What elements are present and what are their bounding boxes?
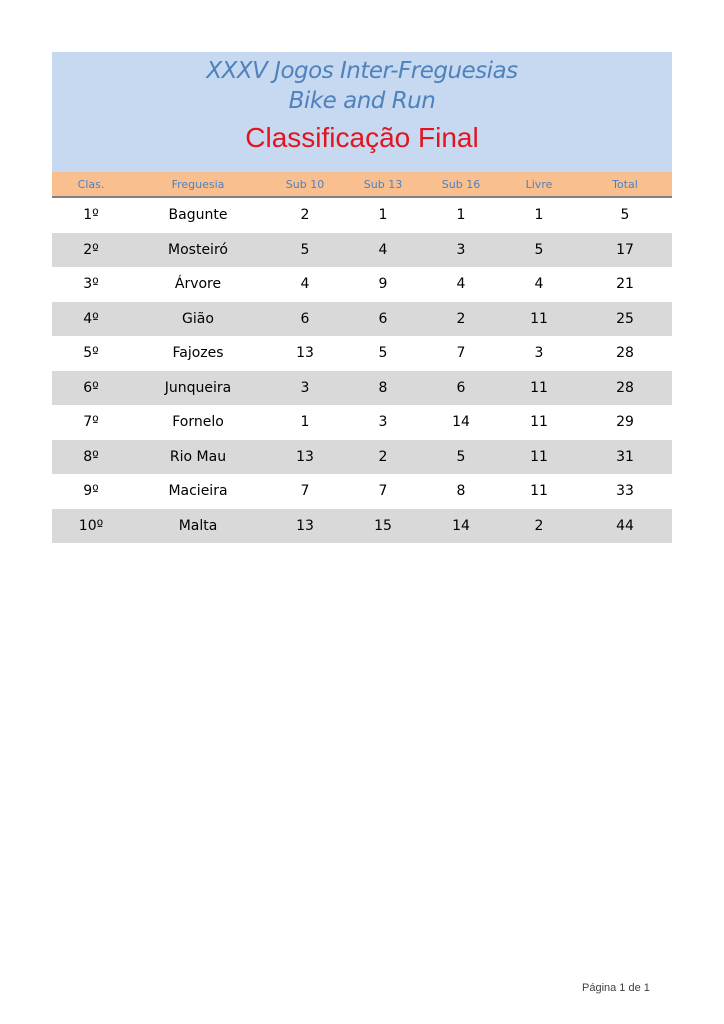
cell-freguesia: Junqueira [130,371,266,406]
cell-clas: 2º [52,233,130,268]
cell-total: 31 [578,440,672,475]
header-freguesia: Freguesia [130,172,266,197]
table-row [52,197,672,233]
header-livre: Livre [500,172,578,197]
cell-livre: 11 [500,440,578,475]
table-row [52,233,672,268]
event-subtitle: Bike and Run [288,88,436,114]
cell-sub10: 5 [266,233,344,268]
cell-sub16: 3 [422,233,500,268]
cell-sub10: 1 [300,414,310,431]
cell-total: 44 [578,509,672,544]
cell-livre: 11 [500,302,578,337]
cell-clas: 3º [83,276,99,293]
table-row [52,267,672,302]
cell-freguesia: Malta [130,509,266,544]
cell-clas: 1º [83,207,99,224]
header-sub13: Sub 13 [344,172,422,197]
cell-freguesia: Árvore [174,276,222,293]
table-row [52,474,672,509]
cell-total: 28 [578,371,672,406]
cell-total: 21 [616,276,634,293]
cell-sub13: 9 [378,276,388,293]
cell-freguesia: Gião [130,302,266,337]
cell-total: 29 [616,414,634,431]
cell-sub16: 6 [422,371,500,406]
cell-sub10: 7 [300,483,310,500]
cell-sub10: 13 [266,509,344,544]
cell-clas: 8º [52,440,130,475]
header-clas: Clas. [52,172,130,197]
table-row [52,336,672,371]
table-row [52,302,672,337]
classification-title: Classificação Final [245,122,479,153]
cell-freguesia: Fornelo [172,414,224,431]
cell-clas: 10º [52,509,130,544]
cell-sub16: 4 [456,276,466,293]
cell-clas: 5º [83,345,99,362]
cell-sub13: 1 [378,207,388,224]
cell-livre: 3 [534,345,544,362]
table-row [52,371,672,406]
cell-sub13: 7 [378,483,388,500]
cell-sub16: 8 [456,483,466,500]
cell-sub13: 3 [378,414,388,431]
cell-sub16: 14 [422,509,500,544]
page-number: Página 1 de 1 [582,982,650,994]
table-body [52,197,672,543]
cell-clas: 9º [83,483,99,500]
cell-total: 5 [620,207,630,224]
cell-sub16: 7 [456,345,466,362]
header-total: Total [578,172,672,197]
cell-livre: 5 [500,233,578,268]
cell-total: 25 [578,302,672,337]
cell-total: 33 [616,483,634,500]
table-row [52,405,672,440]
cell-freguesia: Macieira [168,483,228,500]
cell-sub13: 8 [344,371,422,406]
table-row [52,440,672,475]
cell-sub10: 13 [296,345,314,362]
classification-table [52,172,672,543]
cell-sub13: 15 [344,509,422,544]
table-header-row [52,172,672,197]
cell-livre: 4 [534,276,544,293]
event-title: XXXV Jogos Inter-Freguesias [206,58,518,84]
cell-livre: 11 [530,414,548,431]
header-sub10: Sub 10 [266,172,344,197]
cell-freguesia: Mosteiró [130,233,266,268]
cell-freguesia: Rio Mau [130,440,266,475]
results-sheet [52,52,672,543]
cell-sub16: 5 [422,440,500,475]
cell-livre: 2 [500,509,578,544]
cell-clas: 7º [83,414,99,431]
cell-sub10: 13 [266,440,344,475]
cell-sub16: 1 [456,207,466,224]
cell-sub16: 2 [422,302,500,337]
cell-sub13: 5 [378,345,388,362]
cell-sub16: 14 [452,414,470,431]
cell-clas: 4º [52,302,130,337]
cell-sub10: 3 [266,371,344,406]
title-banner [52,52,672,172]
cell-total: 28 [616,345,634,362]
cell-freguesia: Bagunte [168,207,228,224]
cell-total: 17 [578,233,672,268]
cell-sub13: 2 [344,440,422,475]
cell-sub10: 4 [300,276,310,293]
cell-livre: 11 [530,483,548,500]
header-sub16: Sub 16 [422,172,500,197]
cell-sub13: 4 [344,233,422,268]
cell-clas: 6º [52,371,130,406]
cell-freguesia: Fajozes [172,345,224,362]
cell-sub10: 2 [300,207,310,224]
table-row [52,509,672,544]
cell-sub10: 6 [266,302,344,337]
cell-livre: 11 [500,371,578,406]
cell-livre: 1 [534,207,544,224]
cell-sub13: 6 [344,302,422,337]
